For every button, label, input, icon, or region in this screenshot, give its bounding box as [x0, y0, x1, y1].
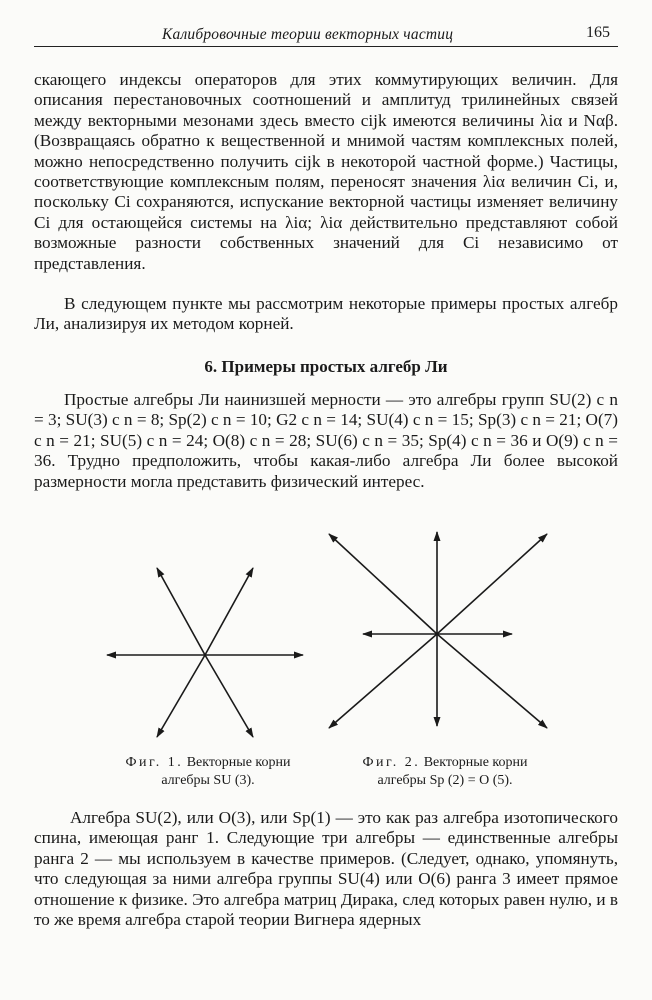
root-arrow: [157, 568, 205, 655]
figure-1-caption: [108, 754, 308, 790]
root-arrow: [437, 634, 547, 728]
running-title: Калибровочные теории векторных частиц: [162, 26, 454, 43]
paragraph-4: Алгебра SU(2), или O(3), или Sp(1) — это как раз алгебра изотопического спина, имеющая ранг 1. Следующие три алгебры — единственные алгебры ранга 2 — мы используем в качестве примеров. (Следует, однако, упомянуть, что следующая за ними алгебра группы SU(4) или O(6) ранга 3 имеет прямое отношение к физике. Это алгебра матриц Дирака, след которых равен нулю, и в то же время алгебра старой теории Вигнера ядерных: [34, 808, 618, 930]
running-header: [34, 22, 618, 47]
root-arrow: [329, 634, 437, 728]
su3-root-diagram: [105, 565, 305, 740]
root-arrow: [329, 534, 437, 634]
paragraph-2: В следующем пункте мы рассмотрим некоторые примеры простых алгебр Ли, анализируя их методом корней.: [34, 294, 618, 334]
figure-1-label: Фиг. 1.: [125, 755, 184, 770]
root-arrow: [205, 568, 253, 655]
figure-2-label: Фиг. 2.: [362, 755, 421, 770]
root-arrow: [437, 534, 547, 634]
paragraph-1: скающего индексы операторов для этих коммутирующих величин. Для описания перестановочных соотношений и амплитуд трилинейных связей между векторными мезонами здесь вместо cijk имеются величины λiα и Nαβ. (Возвращаясь обратно к вещественной и мнимой частям комплексных полей, можно непосредственно получить cijk в некоторой частной форме.) Частицы, соответствующие комплексным полям, переносят значения λiα величин Ci, и, поскольку Ci сохраняются, испускание векторной частицы изменяет величину Ci для остающейся системы на λiα; λiα действительно представляют собой возможные разности собственных значений для Ci независимо от представления.: [34, 70, 618, 273]
sp2-root-diagram: [325, 530, 550, 740]
page-number: 165: [586, 24, 610, 41]
root-arrow: [205, 655, 253, 737]
paragraph-3: Простые алгебры Ли наинизшей мерности — это алгебры групп SU(2) с n = 3; SU(3) с n = 8; Sp(2) с n = 10; G2 с n = 14; SU(4) с n = 15; Sp(3) с n = 21; O(7) с n = 21; SU(5) с n = 24; O(8) с n = 28; SU(6) с n = 35; Sp(4) с n = 36 и O(9) с n = 36. Трудно предположить, чтобы какая-либо алгебра Ли более высокой размерности могла представить физический интерес.: [34, 390, 618, 491]
figure-2-caption: [340, 754, 550, 790]
figure-1-text: Векторные корни алгебры SU (3).: [161, 755, 291, 788]
figure-2-text: Векторные корни алгебры Sp (2) = O (5).: [377, 755, 528, 788]
root-arrow: [157, 655, 205, 737]
section-title: 6. Примеры простых алгебр Ли: [204, 357, 448, 376]
